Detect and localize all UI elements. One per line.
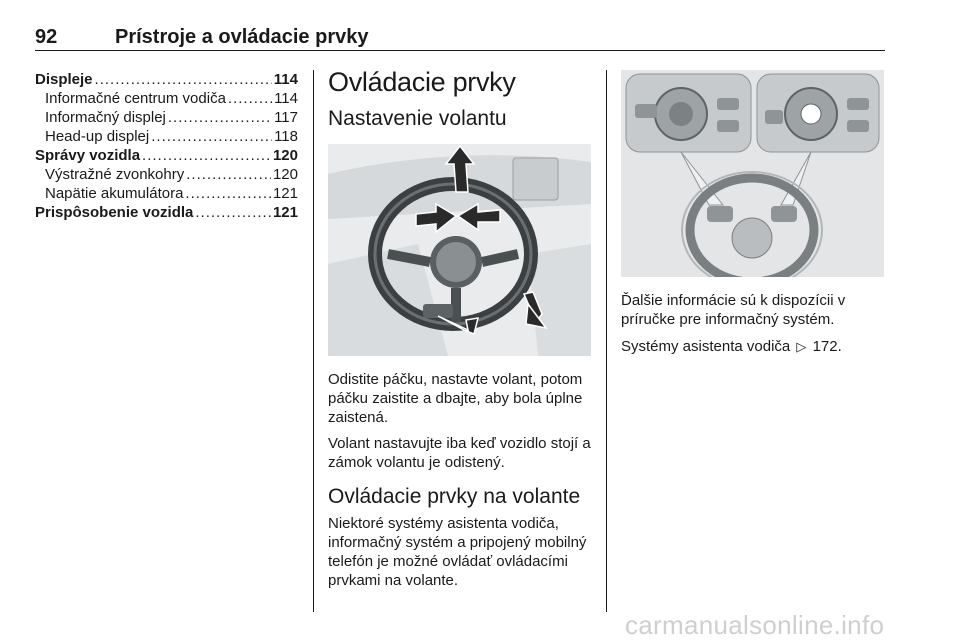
toc-entry[interactable] [35,70,298,89]
toc-entry[interactable] [35,184,298,203]
section-heading: Ovládacie prvky [328,67,516,97]
toc-leader-dots [185,184,271,203]
body-paragraph: Odistite páčku, nastavte volant, potom páčku zaistite a dbajte, aby bola úplne zaistená. [328,371,583,426]
toc-page: 120 [272,166,298,183]
column-divider [313,70,314,612]
xref-page-link[interactable]: 172. [812,338,842,355]
subsection-heading: Nastavenie volantu [328,107,507,130]
toc-leader-dots [142,146,271,165]
toc-leader-dots [228,89,272,108]
toc-leader-dots [195,203,271,222]
toc-page: 120 [272,147,298,164]
xref-text: Systémy asistenta vodiča [621,338,791,355]
toc-entry[interactable] [35,89,298,108]
toc-entry[interactable] [35,108,298,127]
steering-wheel-controls-illustration [621,70,884,277]
toc-page: 114 [273,71,298,88]
toc-leader-dots [151,127,272,146]
toc-label: Informačné centrum vodiča [45,90,226,107]
toc-label: Informačný displej [45,109,166,126]
body-paragraph: Volant nastavujte iba keď vozidlo stojí a zámok volantu je odistený. [328,435,591,471]
toc-label: Výstražné zvonkohry [45,166,185,183]
toc-label: Prispôsobenie vozidla [35,204,194,221]
toc-entry[interactable] [35,203,298,222]
toc-label: Napätie akumulátora [45,185,184,202]
toc-entry[interactable] [35,146,298,165]
content-column-right [621,70,886,356]
watermark: carmanualsonline.info [625,610,885,640]
toc-page: 114 [274,90,298,107]
toc-page: 121 [272,204,298,221]
toc-label: Správy vozidla [35,147,141,164]
page-number: 92 [35,26,58,48]
toc-entry[interactable] [35,165,298,184]
toc-entry[interactable] [35,127,298,146]
toc-leader-dots [186,165,271,184]
page-header [35,20,885,52]
body-paragraph: Niektoré systémy asistenta vodiča, informačný systém a pripojený mobilný telefón je možné ovládať ovládacími prvkami na volante. [328,515,587,589]
body-paragraph: Ďalšie informácie sú k dispozícii v príručke pre informačný systém. [621,292,846,328]
toc-page: 118 [274,128,298,145]
toc-leader-dots [95,70,272,89]
steering-wheel-adjust-illustration [328,144,591,356]
toc-label: Displeje [35,71,93,88]
triangle-right-icon: ▷ [796,339,807,354]
subsection-heading: Ovládacie prvky na volante [328,485,581,508]
column-divider [606,70,607,612]
toc-page: 121 [272,185,298,202]
toc-label: Head-up displej [45,128,150,145]
content-column-middle [328,66,593,590]
table-of-contents [35,70,298,222]
toc-leader-dots [168,108,272,127]
page-title: Prístroje a ovládacie prvky [115,26,369,48]
header-rule [35,50,885,51]
cross-reference-paragraph [621,337,886,356]
toc-page: 117 [274,109,298,126]
